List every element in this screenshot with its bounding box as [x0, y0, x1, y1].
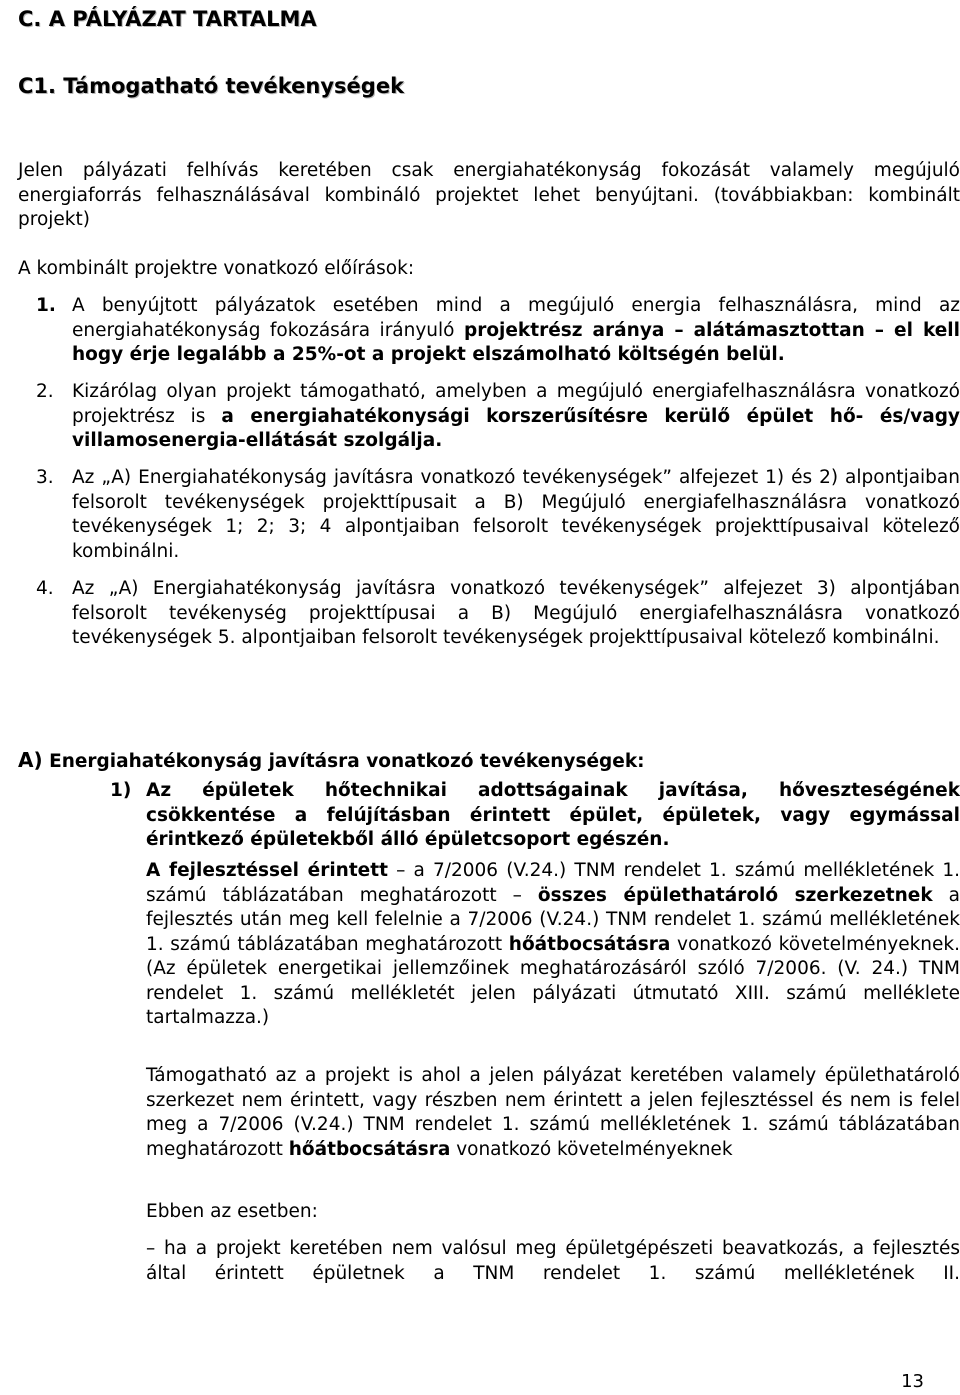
text-regular: – a 7/2006 (V.24.) TNM rendelet 1. számú mellékletének 1. számú táblázatában meghatározott – [146, 860, 960, 906]
section-a-letter: A) [18, 748, 43, 772]
list-item-text-bold: a energiahatékonysági korszerűsítésre kerülő épület hő- és/vagy villamosenergia-ellátását szolgálja. [72, 405, 960, 451]
text-bold: összes épülethatároló szerkezetnek [537, 884, 933, 906]
intro-paragraph: Jelen pályázati felhívás keretében csak energiahatékonyság fokozását valamely megújuló energiaforrás felhasználásával kombináló projektet lehet benyújtani. (továbbiakban: kombinált projekt) [18, 160, 960, 230]
section-title: C. A PÁLYÁZAT TARTALMA [18, 7, 317, 31]
list-item-text [72, 294, 960, 368]
list-item-number: 4. [36, 578, 54, 599]
list-item-text: Az „A) Energiahatékonyság javításra vonatkozó tevékenységek” alfejezet 1) és 2) alpontjaiban felsorolt tevékenységek projekttípusait a B) Megújuló energiafelhasználásra vonatkozó tevékenységek 1; 2; 3; 4 alpontjaiban felsorolt tevékenységek projekttípusaival kötelező kombinálni. [72, 467, 960, 562]
paragraph-supportable [146, 1064, 960, 1162]
paragraph-requirements [146, 859, 960, 1031]
text-regular: a fejlesztés után meg kell felelnie a 7/2006 (V.24.) TNM rendelet 1. számú mellékletének 1. számú táblázatában meghatározott [146, 884, 960, 955]
list-item-number: 3. [36, 467, 54, 488]
paragraph-in-this-case: Ebben az esetben: [146, 1201, 318, 1222]
section-a-title: Energiahatékonyság javításra vonatkozó tevékenységek: [49, 751, 645, 772]
list-item-text-bold: projektrész aránya – alátámasztottan – el kell hogy érje legalább a 25%-ot a projekt elszámolható költségén belül. [72, 319, 960, 365]
paragraph-dash-item: – ha a projekt keretében nem valósul meg épületgépészeti beavatkozás, a fejlesztés által érintett épületnek a TNM rendelet 1. számú mellékletének II. [146, 1238, 960, 1284]
subsection-title: C1. Támogatható tevékenységek [18, 74, 405, 98]
list-item-text-regular: A benyújtott pályázatok esetében mind a megújuló energia felhasználásra, mind az energiahatékonyság fokozására irányuló [72, 295, 960, 341]
list-item-4 [36, 577, 960, 651]
list-item-3 [36, 466, 960, 564]
list-item-number: 1. [36, 295, 56, 316]
text-regular: Támogatható az a projekt is ahol a jelen pályázat keretében valamely épülethatároló szerkezet nem érintett, vagy részben nem érintett a jelen fejlesztéssel és nem is felel meg a 7/2006 (V.24.) TNM rendelet 1. számú mellékletének 1. számú táblázatában meghatározott [146, 1065, 960, 1160]
list-item-number: 2. [36, 381, 54, 402]
text-bold: A fejlesztéssel érintett [146, 860, 388, 881]
lead-paragraph: A kombinált projektre vonatkozó előírások: [18, 258, 415, 279]
list-item-1 [36, 294, 960, 368]
list-item-2 [36, 380, 960, 454]
subsection-1-title: Az épületek hőtechnikai adottságainak javítása, hőveszteségének csökkentése a felújításban érintett épület, épületek, vagy egymással érintkező épületekből álló épületcsoport egészén. [146, 780, 960, 850]
list-item-text-regular: Kizárólag olyan projekt támogatható, amelyben a megújuló energiafelhasználásra vonatkozó projektrész is [72, 381, 960, 427]
subsection-1-number: 1) [110, 780, 132, 801]
list-item-text: Az „A) Energiahatékonyság javításra vonatkozó tevékenységek” alfejezet 3) alpontjában felsorolt tevékenység projekttípusai a B) Megújuló energiafelhasználásra vonatkozó tevékenységek 5. alpontjaiban felsorolt tevékenységek projekttípusaival kötelező kombinálni. [72, 578, 960, 648]
text-regular: vonatkozó követelményeknek. (Az épületek energetikai jellemzőinek meghatározásáról szóló 7/2006. (V. 24.) TNM rendelet 1. számú mellékletét jelen pályázati útmutató XIII. számú melléklete tartalmazza.) [146, 933, 960, 1028]
list-item-text [72, 380, 960, 454]
text-regular: vonatkozó követelményeknek [450, 1138, 733, 1160]
page-number: 13 [901, 1371, 924, 1392]
text-bold: hőátbocsátásra [508, 933, 671, 955]
subsection-1-heading [110, 779, 960, 853]
text-bold: hőátbocsátásra [288, 1138, 451, 1160]
section-a-heading [18, 748, 645, 775]
